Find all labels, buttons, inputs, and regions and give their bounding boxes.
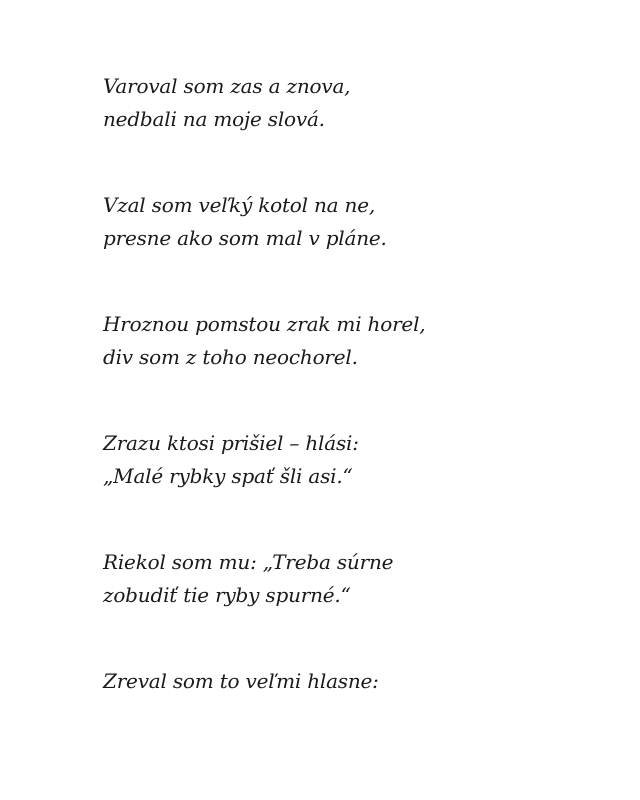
poem-line: Vzal som veľký kotol na ne, — [103, 193, 376, 217]
stanza-6 — [103, 665, 603, 698]
stanza-4 — [103, 427, 603, 493]
poem-line: Zreval som to veľmi hlasne: — [103, 669, 379, 693]
poem-line: Hroznou pomstou zrak mi horel, — [103, 312, 426, 336]
poem-line: presne ako som mal v pláne. — [103, 226, 387, 250]
poem-line: Zrazu ktosi prišiel – hlási: — [103, 431, 359, 455]
poem-line: zobudiť tie ryby spurné.“ — [103, 583, 351, 607]
poem-line: Varoval som zas a znova, — [103, 74, 351, 98]
poem-line: nedbali na moje slová. — [103, 107, 325, 131]
stanza-2 — [103, 189, 603, 255]
stanza-1 — [103, 70, 603, 136]
stanza-3 — [103, 308, 603, 374]
poem-line: „Malé rybky spať šli asi.“ — [103, 464, 353, 488]
poem-text — [103, 70, 603, 751]
poem-line: div som z toho neochorel. — [103, 345, 358, 369]
poem-line: Riekol som mu: „Treba súrne — [103, 550, 394, 574]
stanza-5 — [103, 546, 603, 612]
